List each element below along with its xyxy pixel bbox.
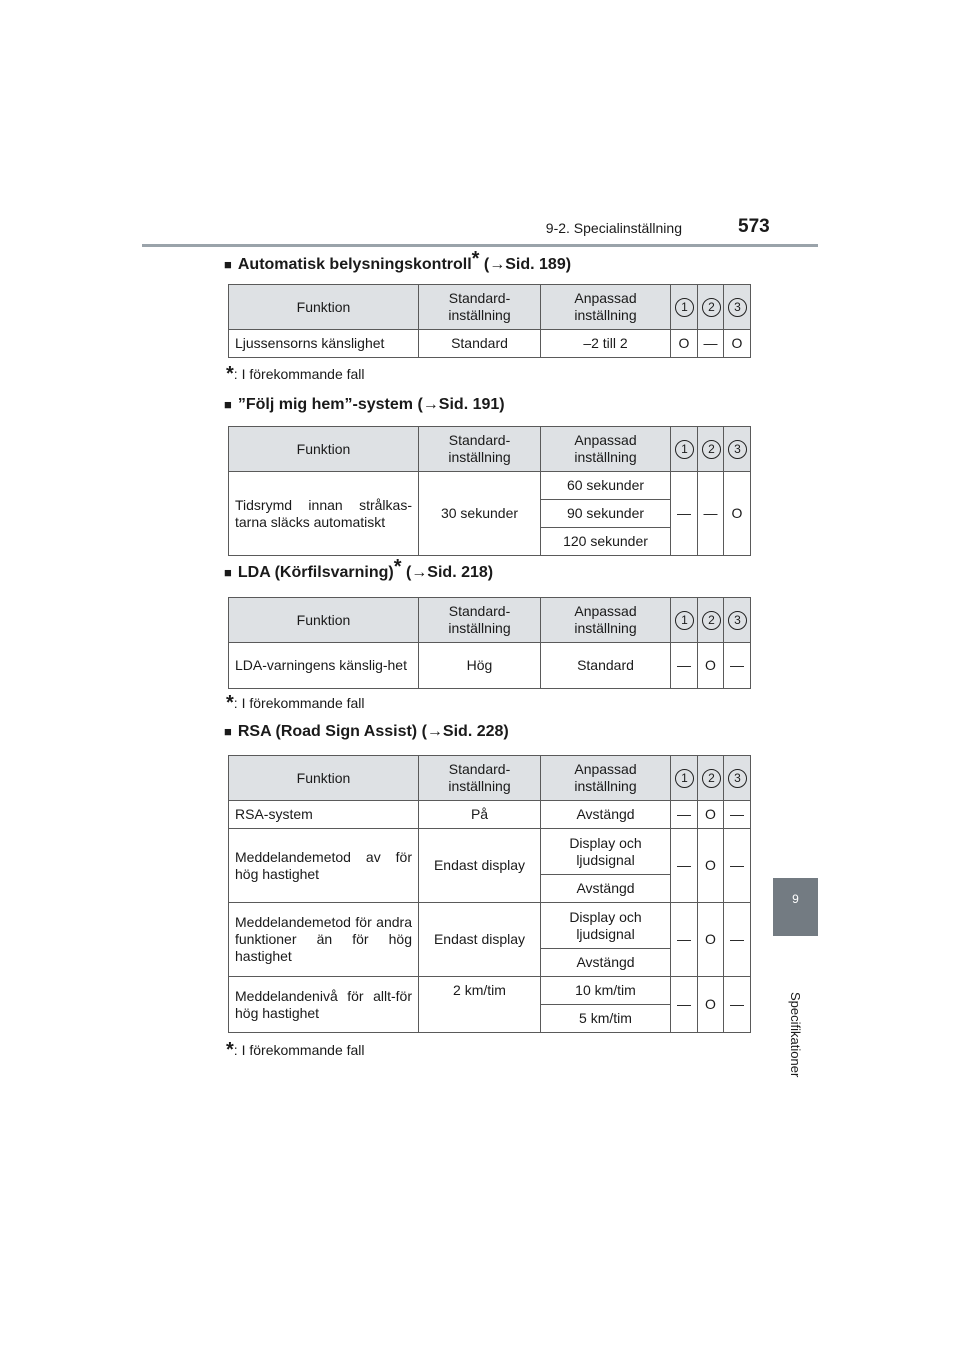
table-header-row (229, 756, 751, 801)
funktion-cell: RSA-system (229, 801, 419, 829)
circled-3-icon: 3 (728, 298, 747, 317)
standard-cell: Standard (419, 330, 541, 358)
col-2-cell: O (698, 977, 724, 1033)
footnote-text: : I förekommande fall (233, 366, 365, 382)
header-col-3 (724, 427, 751, 472)
header-anpassad: Anpassad inställning (541, 285, 671, 330)
header-funktion: Funktion (229, 427, 419, 472)
header-col-3 (724, 598, 751, 643)
standard-cell: Hög (419, 643, 541, 689)
col-1-cell: O (671, 330, 698, 358)
anpassad-option-cell: Display och ljudsignal (541, 829, 671, 875)
section-heading-title: RSA (Road Sign Assist) (237, 723, 418, 740)
table-row (229, 977, 751, 1005)
section-heading (224, 396, 505, 414)
anpassad-option-cell: Avstängd (541, 875, 671, 903)
header-col-2 (698, 756, 724, 801)
header-funktion: Funktion (229, 285, 419, 330)
chapter-label: Specifikationer (788, 992, 803, 1078)
col-2-cell: O (698, 903, 724, 977)
section-heading-title: Automatisk belysningskontroll (237, 256, 472, 273)
circled-3-icon: 3 (728, 611, 747, 630)
footnote-text: : I förekommande fall (233, 1042, 365, 1058)
chapter-tab (773, 878, 818, 936)
square-bullet-icon: ■ (224, 257, 232, 272)
col-1-cell: — (671, 829, 698, 903)
footnote (226, 1039, 365, 1061)
footnote-text: : I förekommande fall (233, 695, 365, 711)
circled-1-icon: 1 (675, 298, 694, 317)
standard-cell: På (419, 801, 541, 829)
page-reference: (→Sid. 218) (405, 564, 494, 581)
settings-table (228, 597, 751, 689)
circled-1-icon: 1 (675, 440, 694, 459)
table-row (229, 330, 751, 358)
circled-1-icon: 1 (675, 769, 694, 788)
header-standard: Standard- inställning (419, 285, 541, 330)
standard-cell: 30 sekunder (419, 472, 541, 556)
col-2-cell: — (698, 330, 724, 358)
circled-1-icon: 1 (675, 611, 694, 630)
funktion-cell: Tidsrymd innan strålkas-tarna släcks automatiskt (229, 472, 419, 556)
page-number: 573 (738, 216, 770, 237)
header-anpassad: Anpassad inställning (541, 427, 671, 472)
asterisk-icon: * (471, 248, 480, 270)
section-heading (224, 723, 509, 741)
col-1-cell: — (671, 472, 698, 556)
col-3-cell: — (724, 801, 751, 829)
page-reference: (→Sid. 228) (421, 723, 509, 740)
anpassad-option-cell: Avstängd (541, 949, 671, 977)
anpassad-option-cell: Display och ljudsignal (541, 903, 671, 949)
header-col-1 (671, 285, 698, 330)
header-rule (142, 244, 818, 247)
settings-table (228, 755, 751, 1033)
header-col-1 (671, 756, 698, 801)
header-standard: Standard- inställning (419, 598, 541, 643)
anpassad-cell: –2 till 2 (541, 330, 671, 358)
asterisk-icon: * (393, 556, 402, 578)
table-row (229, 643, 751, 689)
section-heading (224, 556, 494, 582)
col-1-cell: — (671, 801, 698, 829)
table-row (229, 829, 751, 875)
header-col-3 (724, 756, 751, 801)
col-3-cell: O (724, 330, 751, 358)
header-col-1 (671, 598, 698, 643)
col-2-cell: O (698, 829, 724, 903)
circled-2-icon: 2 (702, 611, 721, 630)
asterisk-icon: * (226, 363, 234, 385)
header-col-2 (698, 427, 724, 472)
col-2-cell: O (698, 801, 724, 829)
asterisk-icon: * (226, 1039, 234, 1061)
header-anpassad: Anpassad inställning (541, 756, 671, 801)
settings-table (228, 284, 751, 358)
section-title: 9-2. Specialinställning (545, 220, 682, 236)
table-header-row (229, 598, 751, 643)
header-standard: Standard- inställning (419, 756, 541, 801)
header-col-1 (671, 427, 698, 472)
square-bullet-icon: ■ (224, 724, 232, 739)
col-3-cell: — (724, 977, 751, 1033)
circled-2-icon: 2 (702, 769, 721, 788)
anpassad-option-cell: 120 sekunder (541, 528, 671, 556)
header-anpassad: Anpassad inställning (541, 598, 671, 643)
funktion-cell: Meddelandemetod av för hög hastighet (229, 829, 419, 903)
footnote (226, 692, 365, 714)
square-bullet-icon: ■ (224, 565, 232, 580)
col-1-cell: — (671, 977, 698, 1033)
chapter-number: 9 (792, 892, 799, 906)
header-col-2 (698, 598, 724, 643)
table-row (229, 472, 751, 500)
funktion-cell: LDA-varningens känslig-het (229, 643, 419, 689)
section-heading-title: ”Följ mig hem”-system (237, 396, 414, 413)
asterisk-icon: * (226, 692, 234, 714)
footnote (226, 363, 365, 385)
col-2-cell: — (698, 472, 724, 556)
anpassad-option-cell: 90 sekunder (541, 500, 671, 528)
col-3-cell: O (724, 472, 751, 556)
circled-2-icon: 2 (702, 298, 721, 317)
header-col-3 (724, 285, 751, 330)
header-standard: Standard- inställning (419, 427, 541, 472)
funktion-cell: Meddelandemetod för andra funktioner än för hög hastighet (229, 903, 419, 977)
col-3-cell: — (724, 643, 751, 689)
page-reference: (→Sid. 189) (483, 256, 572, 273)
standard-cell: Endast display (419, 903, 541, 977)
col-3-cell: — (724, 829, 751, 903)
table-row (229, 801, 751, 829)
section-heading (224, 248, 572, 274)
col-1-cell: — (671, 903, 698, 977)
circled-3-icon: 3 (728, 440, 747, 459)
square-bullet-icon: ■ (224, 397, 232, 412)
table-row (229, 903, 751, 949)
funktion-cell: Meddelandenivå för allt-för hög hastighet (229, 977, 419, 1033)
header-funktion: Funktion (229, 598, 419, 643)
standard-cell: 2 km/tim (419, 977, 541, 1033)
settings-table (228, 426, 751, 556)
table-header-row (229, 427, 751, 472)
col-3-cell: — (724, 903, 751, 977)
circled-3-icon: 3 (728, 769, 747, 788)
anpassad-option-cell: 10 km/tim (541, 977, 671, 1005)
anpassad-option-cell: 60 sekunder (541, 472, 671, 500)
header-funktion: Funktion (229, 756, 419, 801)
header-col-2 (698, 285, 724, 330)
circled-2-icon: 2 (702, 440, 721, 459)
anpassad-option-cell: 5 km/tim (541, 1005, 671, 1033)
col-1-cell: — (671, 643, 698, 689)
anpassad-cell: Avstängd (541, 801, 671, 829)
table-header-row (229, 285, 751, 330)
page-reference: (→Sid. 191) (417, 396, 505, 413)
section-heading-title: LDA (Körfilsvarning) (237, 564, 394, 581)
funktion-cell: Ljussensorns känslighet (229, 330, 419, 358)
standard-cell: Endast display (419, 829, 541, 903)
anpassad-cell: Standard (541, 643, 671, 689)
col-2-cell: O (698, 643, 724, 689)
